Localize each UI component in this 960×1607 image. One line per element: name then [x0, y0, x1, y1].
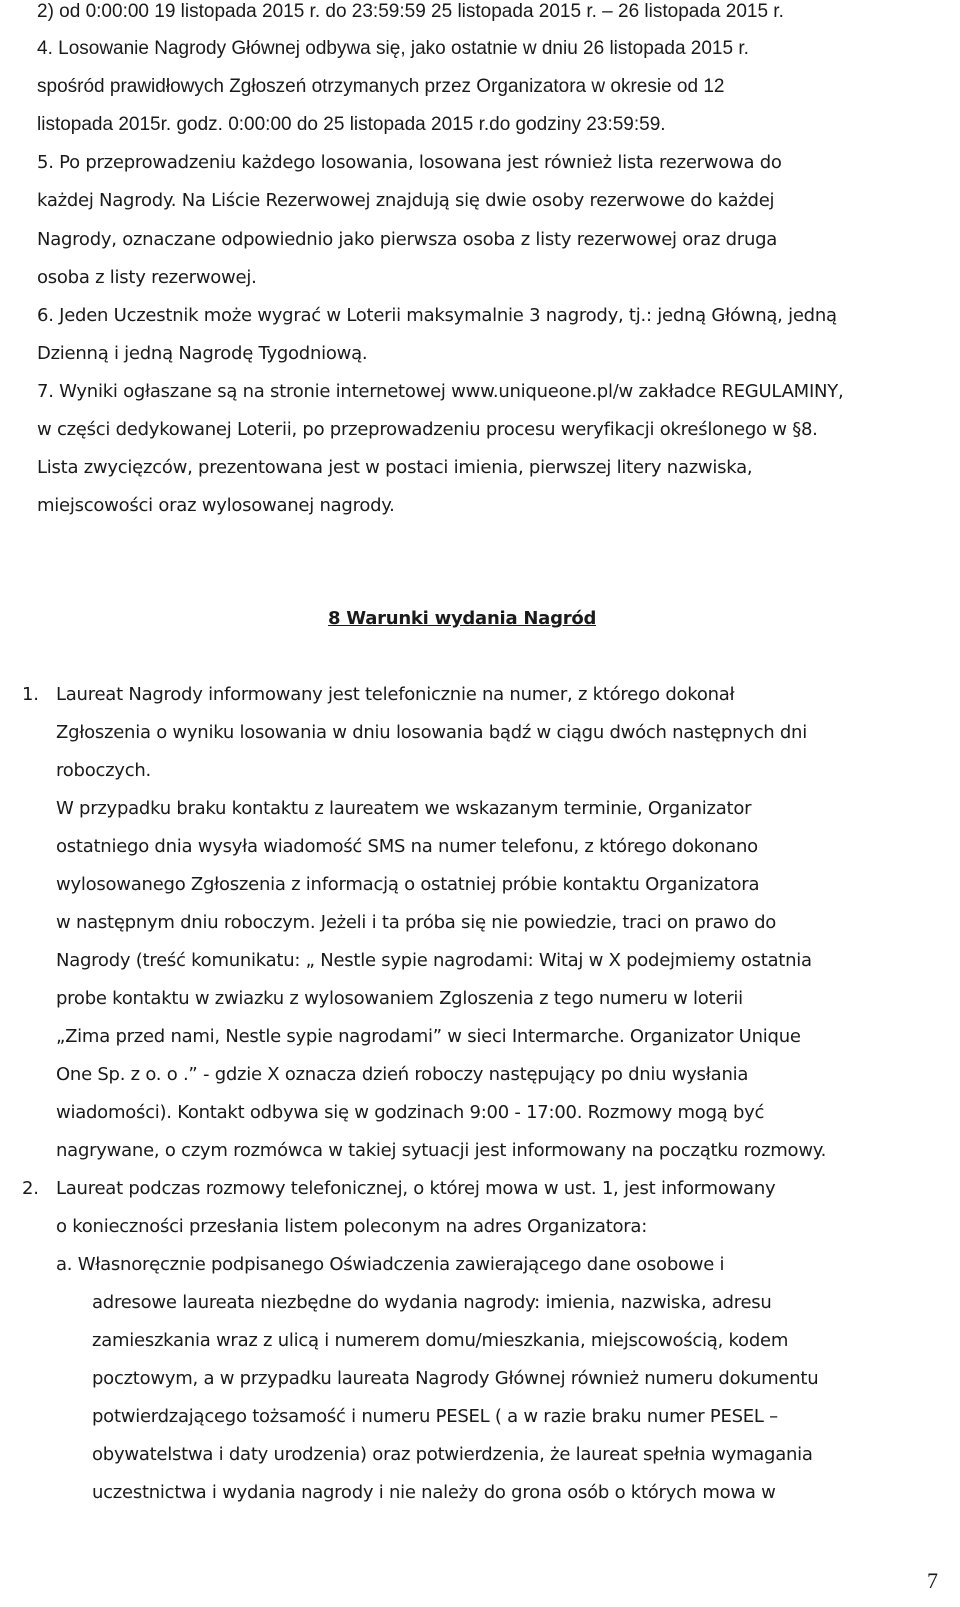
text-line: o konieczności przesłania listem poleconym na adres Organizatora: — [56, 1216, 648, 1237]
text-line: potwierdzającego tożsamość i numeru PESEL ( a w razie braku numer PESEL – — [92, 1406, 778, 1427]
text-line: ostatniego dnia wysyła wiadomość SMS na numer telefonu, z którego dokonano — [56, 836, 758, 857]
text-line: „Zima przed nami, Nestle sypie nagrodami” w sieci Intermarche. Organizator Unique — [56, 1026, 801, 1047]
text-line: roboczych. — [56, 760, 151, 781]
text-line: osoba z listy rezerwowej. — [37, 267, 257, 288]
text-line: w części dedykowanej Loterii, po przeprowadzeniu procesu weryfikacji określonego w §8. — [37, 419, 818, 440]
text-line: probe kontaktu w zwiazku z wylosowaniem Zgloszenia z tego numeru w loterii — [56, 988, 743, 1009]
text-line: zamieszkania wraz z ulicą i numerem domu/mieszkania, miejscowością, kodem — [92, 1330, 789, 1351]
text-line: One Sp. z o. o .” - gdzie X oznacza dzień roboczy następujący po dniu wysłania — [56, 1064, 749, 1085]
text-line: każdej Nagrody. Na Liście Rezerwowej znajdują się dwie osoby rezerwowe do każdej — [37, 190, 775, 211]
text-line: miejscowości oraz wylosowanej nagrody. — [37, 495, 395, 516]
text-line: 6. Jeden Uczestnik może wygrać w Loterii maksymalnie 3 nagrody, tj.: jedną Główną, jedną — [37, 305, 837, 326]
text-line: a. Własnoręcznie podpisanego Oświadczenia zawierającego dane osobowe i — [56, 1254, 725, 1275]
text-line: 5. Po przeprowadzeniu każdego losowania, losowana jest również lista rezerwowa do — [37, 152, 782, 173]
section-heading: 8 Warunki wydania Nagród — [328, 608, 597, 629]
text-line: w następnym dniu roboczym. Jeżeli i ta próba się nie powiedzie, traci on prawo do — [56, 912, 777, 933]
text-line: uczestnictwa i wydania nagrody i nie należy do grona osób o których mowa w — [92, 1482, 776, 1503]
text-line: spośród prawidłowych Zgłoszeń otrzymanych przez Organizatora w okresie od 12 — [37, 76, 725, 97]
text-line: Laureat podczas rozmowy telefonicznej, o której mowa w ust. 1, jest informowany — [56, 1178, 776, 1199]
text-line: Nagrody, oznaczane odpowiednio jako pierwsza osoba z listy rezerwowej oraz druga — [37, 229, 778, 250]
text-line: wylosowanego Zgłoszenia z informacją o ostatniej próbie kontaktu Organizatora — [56, 874, 760, 895]
text-line: 2) od 0:00:00 19 listopada 2015 r. do 23:59:59 25 listopada 2015 r. – 26 listopada 2015 r. — [37, 1, 784, 22]
text-line: W przypadku braku kontaktu z laureatem we wskazanym terminie, Organizator — [56, 798, 752, 819]
text-line: pocztowym, a w przypadku laureata Nagrody Głównej również numeru dokumentu — [92, 1368, 819, 1389]
text-line: adresowe laureata niezbędne do wydania nagrody: imienia, nazwiska, adresu — [92, 1292, 772, 1313]
text-line: nagrywane, o czym rozmówca w takiej sytuacji jest informowany na początku rozmowy. — [56, 1140, 827, 1161]
text-line: Lista zwycięzców, prezentowana jest w postaci imienia, pierwszej litery nazwiska, — [37, 457, 753, 478]
list-number: 2. — [22, 1178, 39, 1199]
list-number: 1. — [22, 684, 39, 705]
text-line: Nagrody (treść komunikatu: „ Nestle sypie nagrodami: Witaj w X podejmiemy ostatnia — [56, 950, 812, 971]
text-line: 7. Wyniki ogłaszane są na stronie internetowej www.uniqueone.pl/w zakładce REGULAMINY, — [37, 381, 844, 402]
text-line: Dzienną i jedną Nagrodę Tygodniową. — [37, 343, 368, 364]
text-line: Laureat Nagrody informowany jest telefonicznie na numer, z którego dokonał — [56, 684, 735, 705]
text-line: listopada 2015r. godz. 0:00:00 do 25 listopada 2015 r.do godziny 23:59:59. — [37, 114, 666, 135]
text-line: wiadomości). Kontakt odbywa się w godzinach 9:00 - 17:00. Rozmowy mogą być — [56, 1102, 765, 1123]
text-line: obywatelstwa i daty urodzenia) oraz potwierdzenia, że laureat spełnia wymagania — [92, 1444, 813, 1465]
page-number: 7 — [927, 1568, 938, 1593]
text-line: Zgłoszenia o wyniku losowania w dniu losowania bądź w ciągu dwóch następnych dni — [56, 722, 807, 743]
text-line: 4. Losowanie Nagrody Głównej odbywa się, jako ostatnie w dniu 26 listopada 2015 r. — [37, 38, 749, 59]
